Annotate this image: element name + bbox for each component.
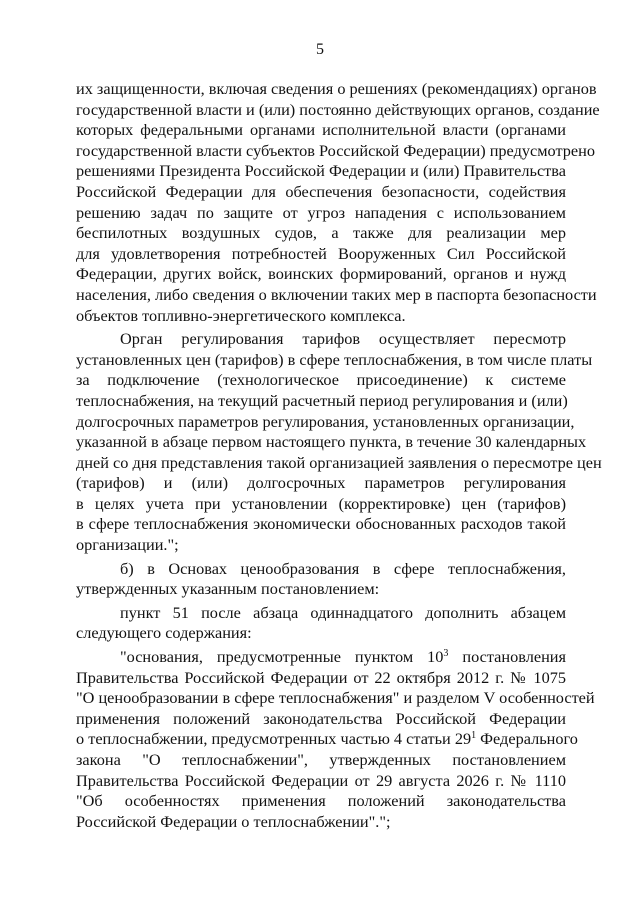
text-line: решению задач по защите от угроз нападения с использованием	[76, 202, 566, 222]
text-line: решениями Президента Российской Федерации и (или) Правительства	[76, 161, 566, 181]
text-line: Российской Федерации для обеспечения безопасности, содействия	[76, 181, 566, 201]
paragraph-5	[76, 647, 595, 832]
text-line: Орган регулирования тарифов осуществляет пересмотр	[120, 329, 566, 349]
text-line: населения, либо сведения о включении таких мер в паспорта безопасности	[76, 284, 597, 304]
paragraph-2	[76, 329, 602, 556]
text-line: установленных цен (тарифов) в сфере теплоснабжения, в том числе платы	[76, 349, 593, 369]
paragraph-4	[76, 603, 566, 644]
text-line: Российской Федерации о теплоснабжении".";	[76, 811, 391, 831]
text-line: утвержденных указанным постановлением:	[76, 579, 380, 599]
text-line: пункт 51 после абзаца одиннадцатого дополнить абзацем	[120, 602, 566, 622]
text-line: "О ценообразовании в сфере теплоснабжения" и разделом V особенностей	[76, 688, 595, 708]
text-line: теплоснабжения, на текущий расчетный период регулирования и (или)	[76, 390, 568, 410]
text-line: "основания, предусмотренные пунктом $10^3$ постановления	[120, 647, 566, 667]
text-line: Правительства Российской Федерации от 22 октября 2012 г. № 1075	[76, 667, 566, 687]
text-line: государственной власти и (или) постоянно действующих органов, создание	[76, 99, 600, 119]
text-line: Правительства Российской Федерации от 29 августа 2026 г. № 1110	[76, 770, 566, 790]
text-line: для удовлетворения потребностей Вооруженных Сил Российской	[76, 243, 566, 263]
text-line: (тарифов) и (или) долгосрочных параметров регулирования	[76, 473, 566, 493]
text-line: беспилотных воздушных судов, а также для реализации мер	[76, 223, 566, 243]
text-line: применения положений законодательства Российской Федерации	[76, 708, 566, 728]
text-line: за подключение (технологическое присоединение) к системе	[76, 370, 566, 390]
text-line: "Об особенностях применения положений законодательства	[76, 791, 566, 811]
document-body	[76, 79, 602, 832]
text-line: дней со дня представления такой организацией заявления о пересмотре цен	[76, 452, 602, 472]
text-line: организации.";	[76, 535, 179, 555]
text-line: которых федеральными органами исполнительной власти (органами	[76, 120, 566, 140]
text-line: следующего содержания:	[76, 623, 252, 643]
paragraph-1	[76, 79, 600, 326]
text-line: указанной в абзаце первом настоящего пункта, в течение 30 календарных	[76, 432, 587, 452]
text-line: закона "О теплоснабжении", утвержденных постановлением	[76, 750, 566, 769]
text-line: их защищенности, включая сведения о решениях (рекомендациях) органов	[76, 79, 597, 98]
text-line: в целях учета при установлении (корректировке) цен (тарифов)	[76, 493, 566, 513]
text-line: государственной власти субъектов Российской Федерации) предусмотрено	[76, 140, 595, 160]
superscript: 3	[443, 648, 449, 660]
text-line: б) в Основах ценообразования в сфере теплоснабжения,	[120, 558, 566, 578]
text-line: в сфере теплоснабжения экономически обоснованных расходов такой	[76, 514, 566, 534]
text-line: объектов топливно-энергетического комплекса.	[76, 305, 406, 325]
text-line: долгосрочных параметров регулирования, установленных организации,	[76, 411, 575, 431]
paragraph-3	[76, 559, 566, 600]
superscript: 1	[471, 730, 477, 742]
text-line: о теплоснабжении, предусмотренных частью 4 статьи $29^1$ Федерального	[76, 729, 578, 749]
text-line: Федерации, других войск, воинских формирований, органов и нужд	[76, 264, 566, 284]
page-number: 5	[316, 41, 324, 58]
